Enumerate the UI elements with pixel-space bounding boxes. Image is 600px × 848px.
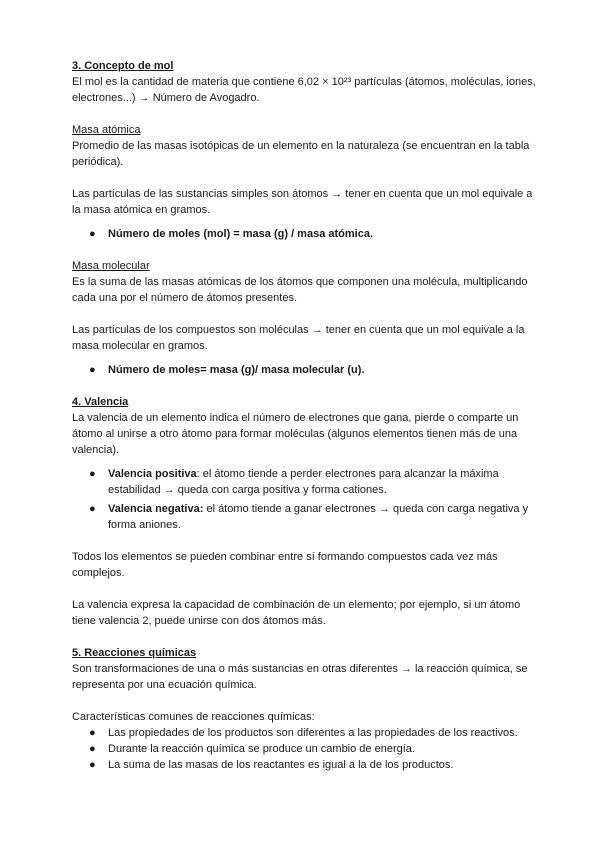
list-item-text: Durante la reacción química se produce un cambio de energía. (108, 743, 415, 755)
list-item (72, 757, 542, 773)
caracteristicas-list (72, 725, 542, 773)
caracteristicas-title: Características comunes de reacciones químicas: (72, 711, 315, 723)
bullet-icon: ● (89, 364, 96, 376)
masa-atomica-text: Promedio de las masas isotópicas de un elemento en la naturaleza (se encuentran en la tabla periódica). (72, 140, 530, 168)
masa-atomica-title: Masa atómica (72, 124, 141, 136)
list-item-text: La suma de las masas de los reactantes es igual a la de los productos. (108, 759, 454, 771)
bullet-icon: ● (89, 228, 96, 240)
masa-molecular-text: Es la suma de las masas atómicas de los átomos que componen una molécula, multiplicando cada una por el número de átomos presentes. (72, 276, 528, 304)
section-3-title: 3. Concepto de mol (72, 60, 174, 72)
bullet-icon: ● (89, 727, 96, 739)
sustancias-simples-text: Las partículas de las sustancias simples son átomos → tener en cuenta que un mol equivale a la masa atómica en gramos. (72, 188, 533, 216)
section-4-title: 4. Valencia (72, 396, 129, 408)
section-4-intro: La valencia de un elemento indica el número de electrones que gana, pierde o comparte un átomo al unirse a otro átomo para formar moléculas (algunos elementos tienen más de una valencia). (72, 412, 519, 456)
section-5-title: 5. Reacciones químicas (72, 647, 197, 659)
list-item (72, 226, 542, 242)
document-page (72, 58, 542, 773)
valencia-list (72, 466, 542, 533)
section-5-intro: Son transformaciones de una o más sustancias en otras diferentes → la reacción química, se representa por una ecuación química. (72, 663, 528, 691)
list-item (72, 725, 542, 741)
capacidad-text: La valencia expresa la capacidad de combinación de un elemento; por ejemplo, si un átomo tiene valencia 2, puede unirse con dos átomos más. (72, 599, 521, 627)
list-item (72, 501, 542, 533)
bullet-icon: ● (89, 503, 96, 515)
list-item (72, 741, 542, 757)
formula-molecular-list (72, 362, 542, 378)
masa-molecular-title: Masa molecular (72, 260, 150, 272)
formula-masa-molecular: Número de moles= masa (g)/ masa molecular (u). (108, 364, 365, 376)
list-item (72, 466, 542, 498)
valencia-negativa-text: el átomo tiende a ganar electrones → queda con carga negativa y forma aniones. (108, 503, 529, 531)
bullet-icon: ● (89, 468, 96, 480)
formula-atomica-list (72, 226, 542, 242)
section-3-intro: El mol es la cantidad de materia que contiene 6,02 × 10²³ partículas (átomos, moléculas, iones, electrones...) → Número de Avogadro. (72, 76, 536, 104)
compuestos-text: Las partículas de los compuestos son moléculas → tener en cuenta que un mol equivale a la masa molecular en gramos. (72, 324, 525, 352)
combinar-text: Todos los elementos se pueden combinar entre sí formando compuestos cada vez más complejos. (72, 551, 498, 579)
valencia-negativa-label: Valencia negativa: (108, 503, 204, 515)
bullet-icon: ● (89, 743, 96, 755)
valencia-positiva-text: : el átomo tiende a perder electrones para alcanzar la máxima estabilidad → queda con carga positiva y forma cationes. (108, 468, 499, 496)
bullet-icon: ● (89, 759, 96, 771)
valencia-positiva-label: Valencia positiva (108, 468, 197, 480)
list-item-text: Las propiedades de los productos son diferentes a las propiedades de los reactivos. (108, 727, 518, 739)
formula-masa-atomica: Número de moles (mol) = masa (g) / masa atómica. (108, 228, 373, 240)
list-item (72, 362, 542, 378)
